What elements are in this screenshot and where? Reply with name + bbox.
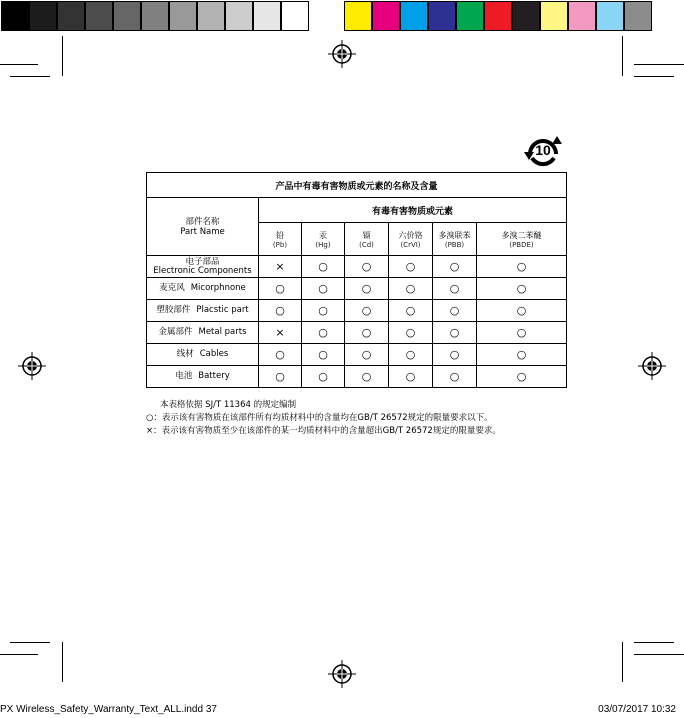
color-swatch xyxy=(372,1,400,31)
compliance-mark: ○ xyxy=(477,278,567,300)
substance-code: (Cd) xyxy=(359,240,374,249)
environment-friendly-use-period-logo-icon xyxy=(522,132,564,168)
compliance-mark: ○ xyxy=(477,344,567,366)
compliance-mark: ○ xyxy=(433,256,477,278)
compliance-mark: ○ xyxy=(389,278,433,300)
crop-mark xyxy=(634,654,684,655)
compliance-mark: ○ xyxy=(389,256,433,278)
part-name-en: Metal parts xyxy=(198,327,247,337)
color-calibration-bar xyxy=(0,0,684,32)
compliance-mark: ○ xyxy=(389,344,433,366)
table-row xyxy=(147,366,567,388)
compliance-mark: ○ xyxy=(345,366,389,388)
registration-mark-icon xyxy=(18,352,46,380)
substance-code: (PBB) xyxy=(444,240,465,249)
part-name-zh: 麦克风 xyxy=(159,283,185,293)
compliance-mark: ○ xyxy=(389,300,433,322)
slug-filename: PX Wireless_Safety_Warranty_Text_ALL.indd 37 xyxy=(0,704,217,715)
compliance-mark: ○ xyxy=(389,366,433,388)
part-name-header-zh: 部件名称 xyxy=(185,216,220,227)
part-name-header xyxy=(147,198,259,256)
compliance-mark: ○ xyxy=(389,322,433,344)
cross-symbol: × xyxy=(146,426,154,436)
color-swatch xyxy=(512,1,540,31)
part-name-en: Battery xyxy=(198,371,230,381)
substance-name: 多溴联苯 xyxy=(438,230,471,240)
crop-mark xyxy=(634,76,674,77)
substances-header: 有毒有害物质或元素 xyxy=(259,198,567,223)
compliance-mark: ○ xyxy=(433,278,477,300)
substance-header xyxy=(433,223,477,256)
hazardous-substances-table xyxy=(146,172,567,388)
crop-mark xyxy=(634,64,684,65)
gray-swatch xyxy=(113,1,141,31)
logo-number: 10 xyxy=(535,142,551,158)
gray-swatch xyxy=(281,1,309,31)
compliance-mark: ○ xyxy=(477,256,567,278)
crop-mark xyxy=(622,642,623,682)
table-title: 产品中有毒有害物质或元素的名称及含量 xyxy=(147,173,567,198)
crop-mark xyxy=(0,654,38,655)
color-swatch xyxy=(456,1,484,31)
substance-code: (CrVI) xyxy=(400,240,421,249)
crop-mark xyxy=(634,642,674,643)
crop-mark xyxy=(622,36,623,76)
substance-header xyxy=(259,223,302,256)
gray-swatch xyxy=(141,1,169,31)
color-swatch xyxy=(596,1,624,31)
part-name-zh: 电子部品 xyxy=(185,256,220,267)
substance-name: 镉 xyxy=(362,230,371,240)
compliance-mark: ○ xyxy=(433,344,477,366)
table-row xyxy=(147,322,567,344)
part-name-zh: 塑胶部件 xyxy=(156,305,191,315)
compliance-mark: ○ xyxy=(345,256,389,278)
gray-swatch xyxy=(1,1,29,31)
substance-header xyxy=(345,223,389,256)
substance-name: 铅 xyxy=(276,230,284,240)
substance-header xyxy=(477,223,567,256)
table-row xyxy=(147,256,567,278)
compliance-mark: ○ xyxy=(477,322,567,344)
slug-date: 03/07/2017 10:32 xyxy=(598,704,676,715)
gray-swatch xyxy=(85,1,113,31)
registration-mark-icon xyxy=(328,40,356,68)
table-row xyxy=(147,300,567,322)
color-swatch xyxy=(568,1,596,31)
part-name-en: Micorphnone xyxy=(190,283,246,293)
crop-mark xyxy=(0,64,38,65)
substance-code: (Pb) xyxy=(272,240,288,249)
gray-swatch xyxy=(169,1,197,31)
registration-mark-icon xyxy=(638,352,666,380)
part-name-zh: 金属部件 xyxy=(158,327,193,337)
crop-mark xyxy=(62,36,63,76)
part-name-en: Cables xyxy=(199,349,229,359)
compliance-mark: ○ xyxy=(259,344,302,366)
color-swatch xyxy=(344,1,372,31)
part-name-cell xyxy=(147,278,259,300)
compliance-mark: ○ xyxy=(345,278,389,300)
substance-code: (Hg) xyxy=(315,240,331,249)
compliance-mark: ○ xyxy=(259,300,302,322)
part-name-cell xyxy=(147,366,259,388)
substance-code: (PBDE) xyxy=(509,240,534,249)
color-swatch xyxy=(624,1,652,31)
compliance-mark: ○ xyxy=(302,366,345,388)
compliance-mark: ○ xyxy=(345,300,389,322)
gray-swatch xyxy=(253,1,281,31)
compliance-mark: ○ xyxy=(433,300,477,322)
table-basis-note: 本表格依据 SJ/T 11364 的规定编制 xyxy=(160,400,297,410)
part-name-cell xyxy=(147,322,259,344)
color-swatch xyxy=(400,1,428,31)
part-name-en: Placstic part xyxy=(196,305,249,315)
circle-legend-note xyxy=(146,411,493,423)
compliance-mark: ○ xyxy=(302,300,345,322)
compliance-mark: ○ xyxy=(302,256,345,278)
table-body xyxy=(147,256,567,388)
compliance-mark: ○ xyxy=(433,322,477,344)
part-name-en: Electronic Components xyxy=(153,265,252,276)
color-swatch xyxy=(428,1,456,31)
compliance-mark: ○ xyxy=(302,278,345,300)
part-name-zh: 线材 xyxy=(176,349,194,359)
compliance-mark: ○ xyxy=(345,344,389,366)
part-name-cell xyxy=(147,300,259,322)
compliance-mark: ○ xyxy=(477,300,567,322)
cross-legend-note xyxy=(146,424,501,436)
compliance-mark: ○ xyxy=(345,322,389,344)
table-row xyxy=(147,344,567,366)
color-swatch xyxy=(484,1,512,31)
gray-swatch xyxy=(29,1,57,31)
compliance-mark: ○ xyxy=(259,278,302,300)
part-name-header-en: Part Name xyxy=(180,226,225,237)
part-name-zh: 电池 xyxy=(175,371,193,381)
compliance-mark: × xyxy=(259,256,302,278)
compliance-mark: ○ xyxy=(259,366,302,388)
crop-mark xyxy=(10,642,50,643)
compliance-mark: ○ xyxy=(302,322,345,344)
substance-name: 汞 xyxy=(319,230,327,240)
compliance-mark: × xyxy=(259,322,302,344)
registration-mark-icon xyxy=(328,660,356,688)
circle-legend-text: ：表示该有害物质在该部件所有均质材料中的含量均在GB/T 26572规定的限量要求以下。 xyxy=(153,413,493,423)
circle-symbol: ○ xyxy=(146,413,154,423)
substance-name: 多溴二苯醚 xyxy=(501,230,542,240)
gray-swatch xyxy=(225,1,253,31)
table-row xyxy=(147,278,567,300)
substance-name: 六价铬 xyxy=(398,230,423,240)
gray-swatch xyxy=(197,1,225,31)
crop-mark xyxy=(62,642,63,682)
crop-mark xyxy=(10,76,50,77)
compliance-mark: ○ xyxy=(433,366,477,388)
cross-legend-text: ：表示该有害物质至少在该部件的某一均质材料中的含量超出GB/T 26572规定的限量要求。 xyxy=(153,426,501,436)
compliance-mark: ○ xyxy=(302,344,345,366)
gray-swatch xyxy=(57,1,85,31)
compliance-mark: ○ xyxy=(477,366,567,388)
substance-header xyxy=(302,223,345,256)
substance-header xyxy=(389,223,433,256)
color-swatch xyxy=(540,1,568,31)
part-name-cell xyxy=(147,256,259,278)
part-name-cell xyxy=(147,344,259,366)
